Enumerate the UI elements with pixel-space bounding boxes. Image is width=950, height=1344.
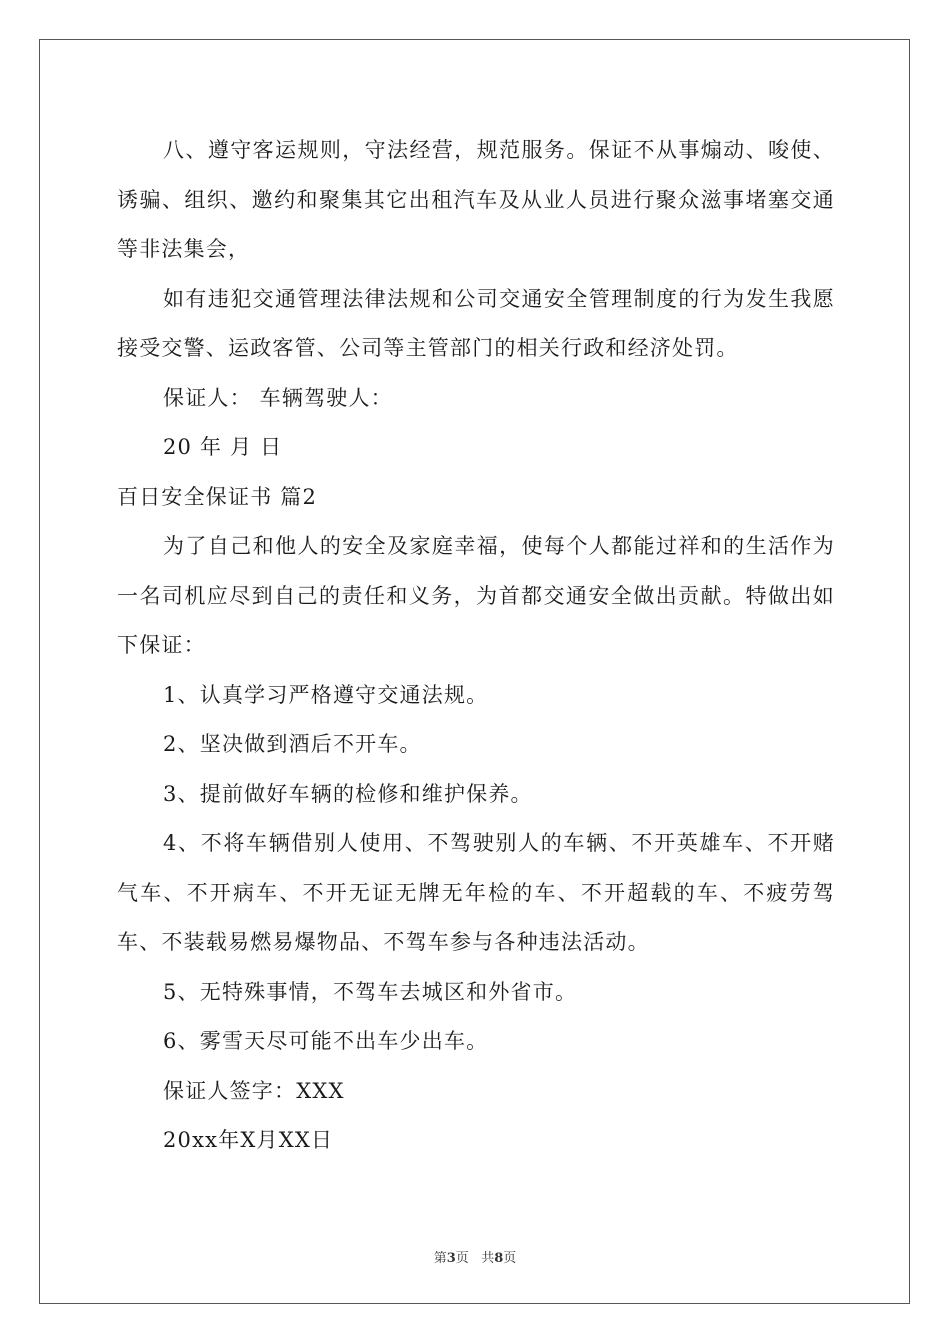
footer-total-prefix: 共 xyxy=(481,1251,495,1266)
page-footer xyxy=(0,1247,950,1266)
signature-line: 保证人签字：XXX xyxy=(163,1078,345,1103)
list-item: 3、提前做好车辆的检修和维护保养。 xyxy=(163,781,533,806)
total-pages-number: 8 xyxy=(494,1251,504,1266)
list-item: 1、认真学习严格遵守交通法规。 xyxy=(163,682,489,707)
section-heading: 百日安全保证书 篇2 xyxy=(117,484,318,509)
list-item: 4、不将车辆借别人使用、不驾驶别人的车辆、不开英雄车、不开赌气车、不开病车、不开无证无牌无年检的车、不开超载的车、不疲劳驾车、不装载易燃易爆物品、不驾车参与各种违法活动。 xyxy=(117,831,835,954)
guarantor-line: 保证人： 车辆驾驶人： xyxy=(163,385,393,410)
current-page-number: 3 xyxy=(446,1251,456,1266)
footer-prefix: 第 xyxy=(433,1251,447,1266)
paragraph-intro: 为了自己和他人的安全及家庭幸福，使每个人都能过祥和的生活作为一名司机应尽到自己的责任和义务，为首都交通安全做出贡献。特做出如下保证： xyxy=(117,534,835,657)
list-item: 2、坚决做到酒后不开车。 xyxy=(163,732,422,756)
signature-date-line: 20xx年X月XX日 xyxy=(163,1128,334,1152)
footer-total-suffix: 页 xyxy=(503,1251,517,1266)
date-line: 20 年 月 日 xyxy=(163,435,283,459)
document-body xyxy=(117,126,835,1166)
list-item: 5、无特殊事情，不驾车去城区和外省市。 xyxy=(163,979,578,1004)
paragraph-rule-eight: 八、遵守客运规则，守法经营，规范服务。保证不从事煽动、唆使、诱骗、组织、邀约和聚集其它出租汽车及从业人员进行聚众滋事堵塞交通等非法集会， xyxy=(117,138,835,261)
list-item: 6、雾雪天尽可能不出车少出车。 xyxy=(163,1029,489,1053)
footer-page-word: 页 xyxy=(455,1251,469,1266)
paragraph-penalty-acceptance: 如有违犯交通管理法律法规和公司交通安全管理制度的行为发生我愿接受交警、运政客管、公司等主管部门的相关行政和经济处罚。 xyxy=(117,286,835,360)
